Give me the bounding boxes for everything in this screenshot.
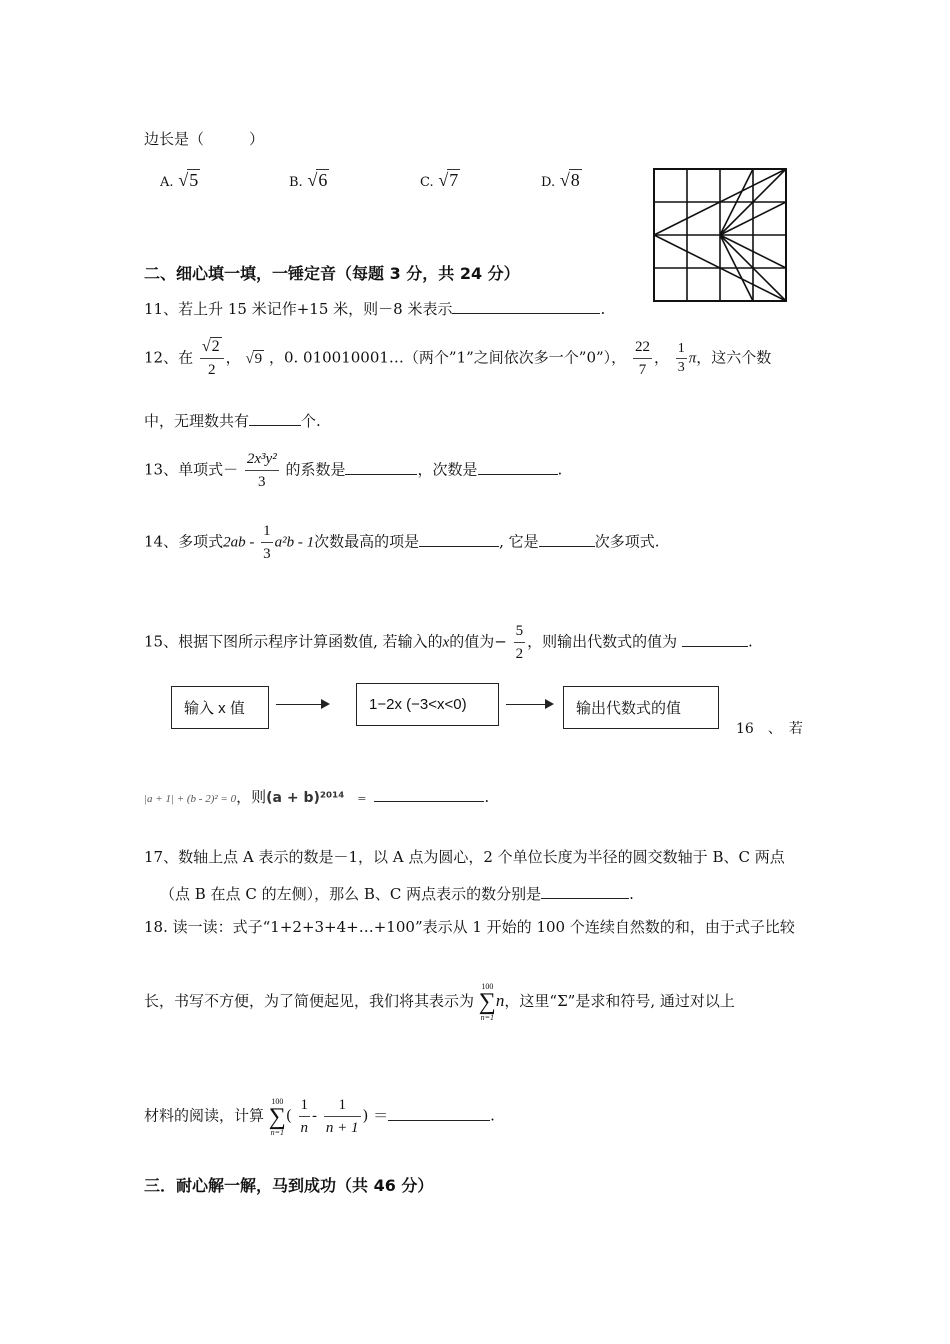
fraction: $\frac{1}{3}$ bbox=[261, 520, 273, 565]
question-16: |a + 1| + (b - 2)² = 0，则(a + b)²⁰¹⁴ = . bbox=[144, 788, 490, 806]
answer-blank[interactable] bbox=[541, 884, 629, 899]
answer-blank[interactable] bbox=[682, 632, 748, 647]
question-18-line2: 长，书写不方便，为了简便起见，我们将其表示为 100 ∑ n=1 n，这里“Σ”是求和符号, 通过对以上 bbox=[144, 982, 735, 1022]
flow-arrow bbox=[506, 704, 552, 705]
answer-blank[interactable] bbox=[419, 532, 499, 547]
option-label: A. bbox=[160, 175, 174, 190]
question-12: 12、在 $\frac{√2}{2}$ ， √9 ，0. 010010001…（两个”1”之间依次多一个”0”）， $\frac{22}{7}$ ， $\frac{1}{3}$ π，这六个数 bbox=[144, 336, 771, 381]
sqrt-symbol: √8 bbox=[559, 170, 580, 190]
sigma-symbol: 100 ∑ n=1 bbox=[268, 1096, 286, 1137]
option-b[interactable] bbox=[289, 170, 329, 191]
question-13: 13、单项式－ $\frac{\text{2x³y²}}{3}$ 的系数是 ，次数是 . bbox=[144, 448, 562, 493]
flow-output-box: 输出代数式的值 bbox=[563, 686, 719, 729]
question-14: 14、多项式2ab - $\frac{1}{3}$ a²b - 1次数最高的项是 , 它是 次多项式. bbox=[144, 520, 659, 565]
question-18-line3: 材料的阅读，计算 100 ∑ n=1 ( $\frac{1}{n}$ - $\frac{1}{n + 1}$ ) ＝ . bbox=[144, 1094, 495, 1139]
fraction: $\frac{1}{n + 1}$ bbox=[324, 1094, 361, 1139]
fraction: $\frac{1}{3}$ bbox=[677, 341, 685, 375]
sqrt-symbol: √7 bbox=[438, 170, 459, 190]
fraction: $\frac{\text{2x³y²}}{3}$ bbox=[245, 448, 279, 493]
question-16-number: 16 、 若 bbox=[736, 721, 803, 737]
section-title: 三．耐心解一解，马到成功（共 46 分） bbox=[144, 1176, 434, 1195]
option-c[interactable] bbox=[420, 170, 460, 191]
answer-blank[interactable] bbox=[345, 460, 417, 475]
flow-arrow bbox=[276, 704, 328, 705]
question-18-line1: 18. 读一读：式子“1+2+3+4+…+100”表示从 1 开始的 100 个连续自然数的和，由于式子比较 bbox=[144, 918, 795, 936]
fraction: $\frac{22}{7}$ bbox=[633, 336, 652, 381]
question-15: 15、根据下图所示程序计算函数值, 若输入的x的值为− $\frac{5}{2}$ ，则输出代数式的值为 . bbox=[144, 620, 753, 665]
option-label: B. bbox=[289, 175, 303, 190]
option-a[interactable] bbox=[160, 170, 200, 191]
section-title: 二、细心填一填，一锤定音（每题 3 分，共 24 分） bbox=[144, 264, 520, 283]
question-11: 11、若上升 15 米记作+15 米，则－8 米表示 . bbox=[144, 300, 606, 318]
question-17-line1: 17、数轴上点 A 表示的数是－1，以 A 点为圆心，2 个单位长度为半径的圆交数轴于 B、C 两点 bbox=[144, 848, 785, 866]
flow-process-box: 1−2x (−3<x<0) bbox=[356, 683, 499, 726]
answer-blank[interactable] bbox=[478, 460, 558, 475]
question-12-line2: 中，无理数共有 个. bbox=[144, 412, 321, 430]
option-label: C. bbox=[420, 175, 434, 190]
sqrt-symbol: √9 bbox=[245, 350, 263, 367]
sigma-symbol: 100 ∑ n=1 bbox=[478, 982, 496, 1022]
sqrt-symbol: √6 bbox=[307, 170, 328, 190]
answer-blank[interactable] bbox=[539, 532, 595, 547]
answer-blank[interactable] bbox=[374, 787, 484, 802]
fraction: $\frac{1}{n}$ bbox=[299, 1094, 311, 1139]
answer-blank[interactable] bbox=[388, 1106, 490, 1121]
sqrt-symbol: √5 bbox=[178, 170, 199, 190]
answer-blank[interactable] bbox=[249, 411, 301, 426]
pi-symbol: π bbox=[688, 350, 697, 367]
question-17-line2: （点 B 在点 C 的左侧），那么 B、C 两点表示的数分别是 . bbox=[160, 885, 634, 903]
answer-blank[interactable] bbox=[452, 299, 600, 314]
grid-square-figure bbox=[652, 167, 788, 303]
fraction: $\frac{5}{2}$ bbox=[514, 620, 526, 665]
flow-input-box: 输入 x 值 bbox=[171, 686, 269, 729]
fraction: $\frac{√2}{2}$ bbox=[200, 336, 224, 381]
q10-tail: 边长是（ ） bbox=[144, 130, 265, 148]
option-d[interactable] bbox=[541, 170, 582, 191]
option-label: D. bbox=[541, 175, 556, 190]
